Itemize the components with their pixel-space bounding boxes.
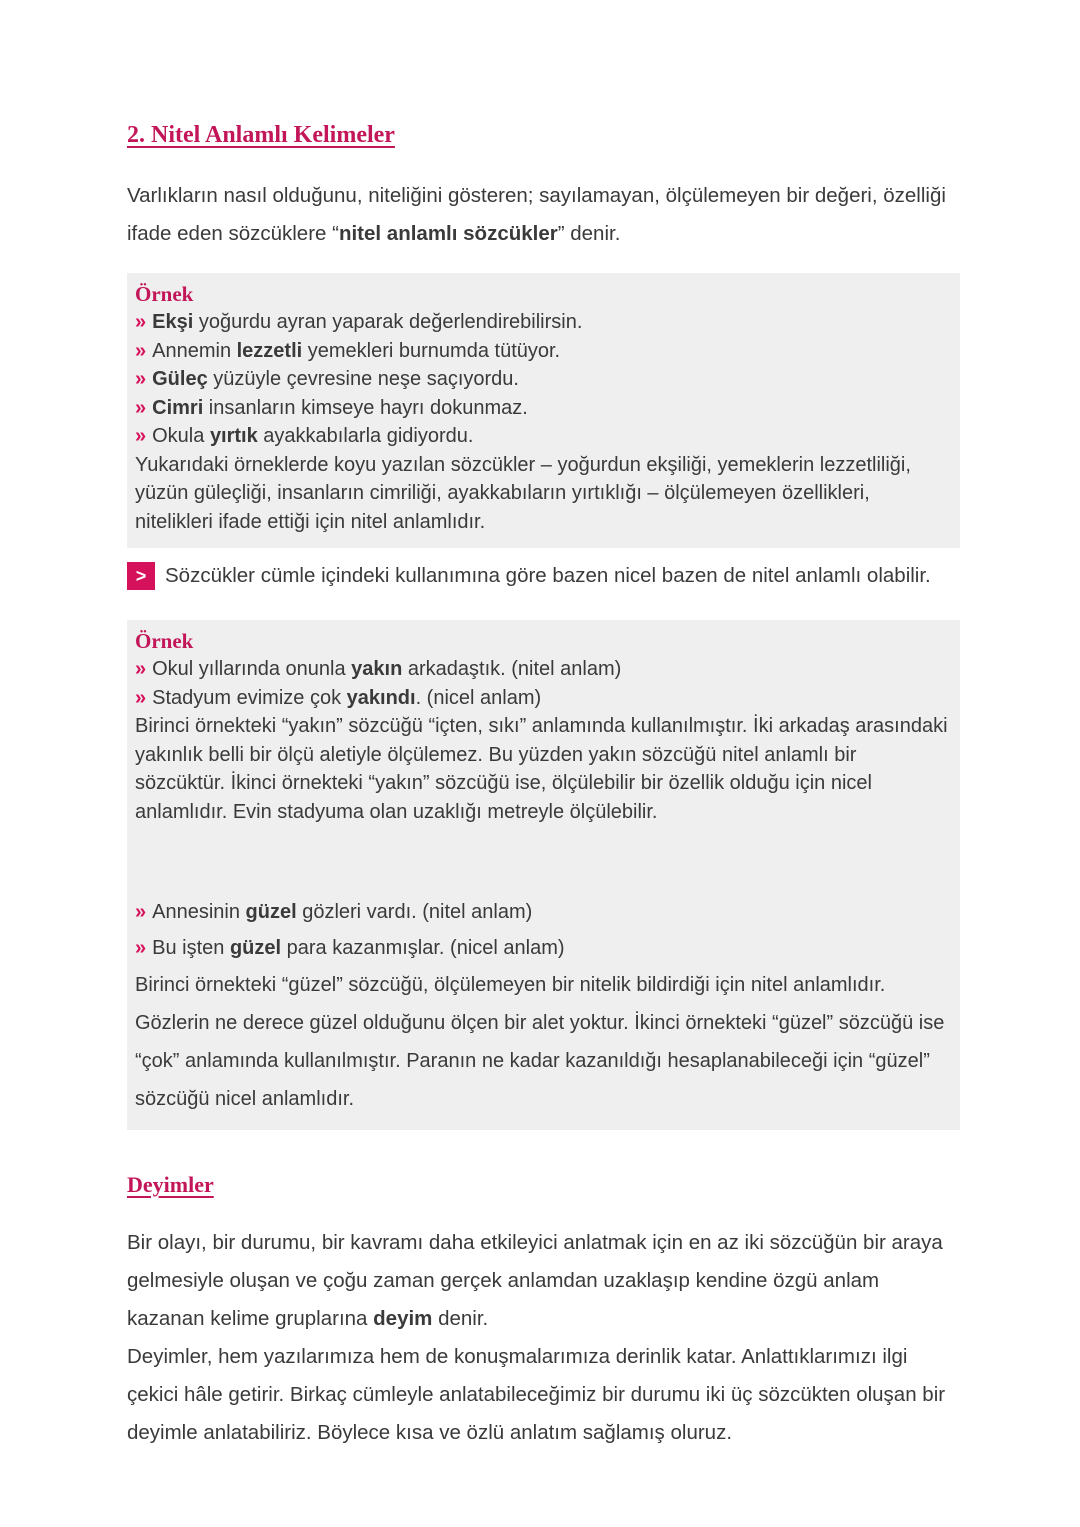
- item-text-bold: yakın: [351, 658, 403, 680]
- deyimler-paragraph-1: [127, 1224, 955, 1338]
- item-text-post: yemekleri burnumda tütüyor.: [302, 339, 561, 362]
- note-text: Sözcükler cümle içindeki kullanımına göre bazen nicel bazen de nitel anlamlı olabilir.: [165, 564, 931, 587]
- example-item: [135, 930, 948, 966]
- intro-text-pre: Varlıkların nasıl olduğunu, niteliğini gösteren; sayılamayan, ölçülemeyen bir değeri, özelliği ifade eden sözcüklere “: [127, 184, 946, 245]
- example-item: [135, 894, 948, 930]
- intro-paragraph: [127, 177, 955, 253]
- item-text-pre: Okul yıllarında onunla: [152, 658, 352, 680]
- double-chevron-bullet-icon: »: [135, 368, 147, 390]
- example-item: [135, 422, 948, 451]
- item-text-post: para kazanmışlar. (nicel anlam): [281, 937, 565, 959]
- chevron-right-marker-icon: >: [127, 562, 155, 590]
- item-text-bold: güzel: [229, 937, 282, 959]
- example-box-2-title: Örnek: [135, 629, 194, 653]
- example-item: [135, 684, 948, 713]
- item-text-bold: yırtık: [209, 425, 258, 447]
- example-item: [135, 394, 948, 423]
- double-chevron-bullet-icon: »: [135, 311, 147, 333]
- note-callout: [127, 562, 955, 590]
- para-text-bold: deyim: [373, 1307, 433, 1330]
- double-chevron-bullet-icon: »: [135, 425, 147, 447]
- spacer: [135, 826, 948, 894]
- double-chevron-bullet-icon: »: [135, 686, 147, 709]
- item-text-bold: Güleç: [152, 368, 208, 390]
- double-chevron-bullet-icon: »: [135, 658, 147, 680]
- item-text-post: ayakkabılarla gidiyordu.: [257, 425, 474, 447]
- double-chevron-bullet-icon: »: [135, 339, 147, 362]
- item-text-bold: güzel: [245, 901, 297, 923]
- item-text-pre: Okula: [152, 425, 210, 447]
- double-chevron-bullet-icon: »: [135, 396, 147, 419]
- section-heading-deyimler: Deyimler: [127, 1172, 214, 1197]
- example-item: [135, 337, 948, 366]
- example-item: [135, 365, 948, 394]
- para-text-post: denir.: [432, 1307, 489, 1330]
- item-text-post: yüzüyle çevresine neşe saçıyordu.: [207, 368, 519, 390]
- item-text-pre: Annesinin: [152, 901, 246, 923]
- intro-text-bold: nitel anlamlı sözcükler: [338, 222, 558, 245]
- example-box-2-explanation-b: Birinci örnekteki “güzel” sözcüğü, ölçülemeyen bir nitelik bildirdiği için nitel anlamlıdır. Gözlerin ne derece güzel olduğunu ölçen bir alet yoktur. İkinci örnekteki “güzel” sözcüğü ise “çok” anlamında kullanılmıştır. Paranın ne kadar kazanıldığı hesaplanabileceği için “güzel” sözcüğü nicel anlamlıdır.: [135, 974, 945, 1110]
- example-box-2-explanation-a: Birinci örnekteki “yakın” sözcüğü “içten, sıkı” anlamında kullanılmıştır. İki arkadaş arasındaki yakınlık belli bir ölçü aletiyle ölçülemez. Bu yüzden yakın sözcüğü nitel anlamlı bir sözcüktür. İkinci örnekteki “yakın” sözcüğü ise, ölçülebilir bir özellik olduğu için nicel anlamlıdır. Evin stadyuma olan uzaklığı metreyle ölçülebilir.: [135, 715, 948, 823]
- item-text-pre: Annemin: [152, 339, 237, 362]
- example-box-1-explanation: Yukarıdaki örneklerde koyu yazılan sözcükler – yoğurdun ekşiliği, yemeklerin lezzetliliği, yüzün güleçliği, insanların cimriliği, ayakkabıların yırtıklığı – ölçülemeyen özellikleri, nitelikleri ifade ettiği için nitel anlamlıdır.: [135, 453, 911, 533]
- item-text-bold: Cimri: [152, 396, 204, 419]
- section-heading-nitel: 2. Nitel Anlamlı Kelimeler: [127, 122, 395, 148]
- item-text-post: yoğurdu ayran yaparak değerlendirebilirsin.: [193, 311, 583, 333]
- example-item: [135, 308, 948, 337]
- double-chevron-bullet-icon: »: [135, 937, 147, 959]
- item-text-post: gözleri vardı. (nitel anlam): [296, 901, 533, 923]
- item-text-bold: yakındı: [346, 686, 416, 709]
- example-box-2: [127, 620, 960, 1130]
- item-text-bold: Ekşi: [152, 311, 194, 333]
- item-text-post: insanların kimseye hayrı dokunmaz.: [203, 396, 528, 419]
- example-box-1: [127, 273, 960, 548]
- item-text-pre: Bu işten: [152, 937, 230, 959]
- example-box-1-title: Örnek: [135, 282, 194, 306]
- double-chevron-bullet-icon: »: [135, 901, 147, 923]
- para-text-pre: Bir olayı, bir durumu, bir kavramı daha etkileyici anlatmak için en az iki sözcüğün bir araya gelmesiyle oluşan ve çoğu zaman gerçek anlamdan uzaklaşıp kendine özgü anlam kazanan kelime gruplarına: [127, 1231, 943, 1330]
- item-text-post: arkadaştık. (nitel anlam): [402, 658, 622, 680]
- intro-text-post: ” denir.: [557, 222, 621, 245]
- item-text-bold: lezzetli: [236, 339, 303, 362]
- item-text-pre: Stadyum evimize çok: [152, 686, 347, 709]
- example-item: [135, 655, 948, 684]
- deyimler-paragraph-2: Deyimler, hem yazılarımıza hem de konuşmalarımıza derinlik katar. Anlattıklarımızı ilgi çekici hâle getirir. Birkaç cümleyle anlatabileceğimiz bir durumu iki üç sözcükten oluşan bir deyimle anlatabiliriz. Böylece kısa ve özlü anlatım sağlamış oluruz.: [127, 1345, 946, 1444]
- item-text-post: . (nicel anlam): [415, 686, 542, 709]
